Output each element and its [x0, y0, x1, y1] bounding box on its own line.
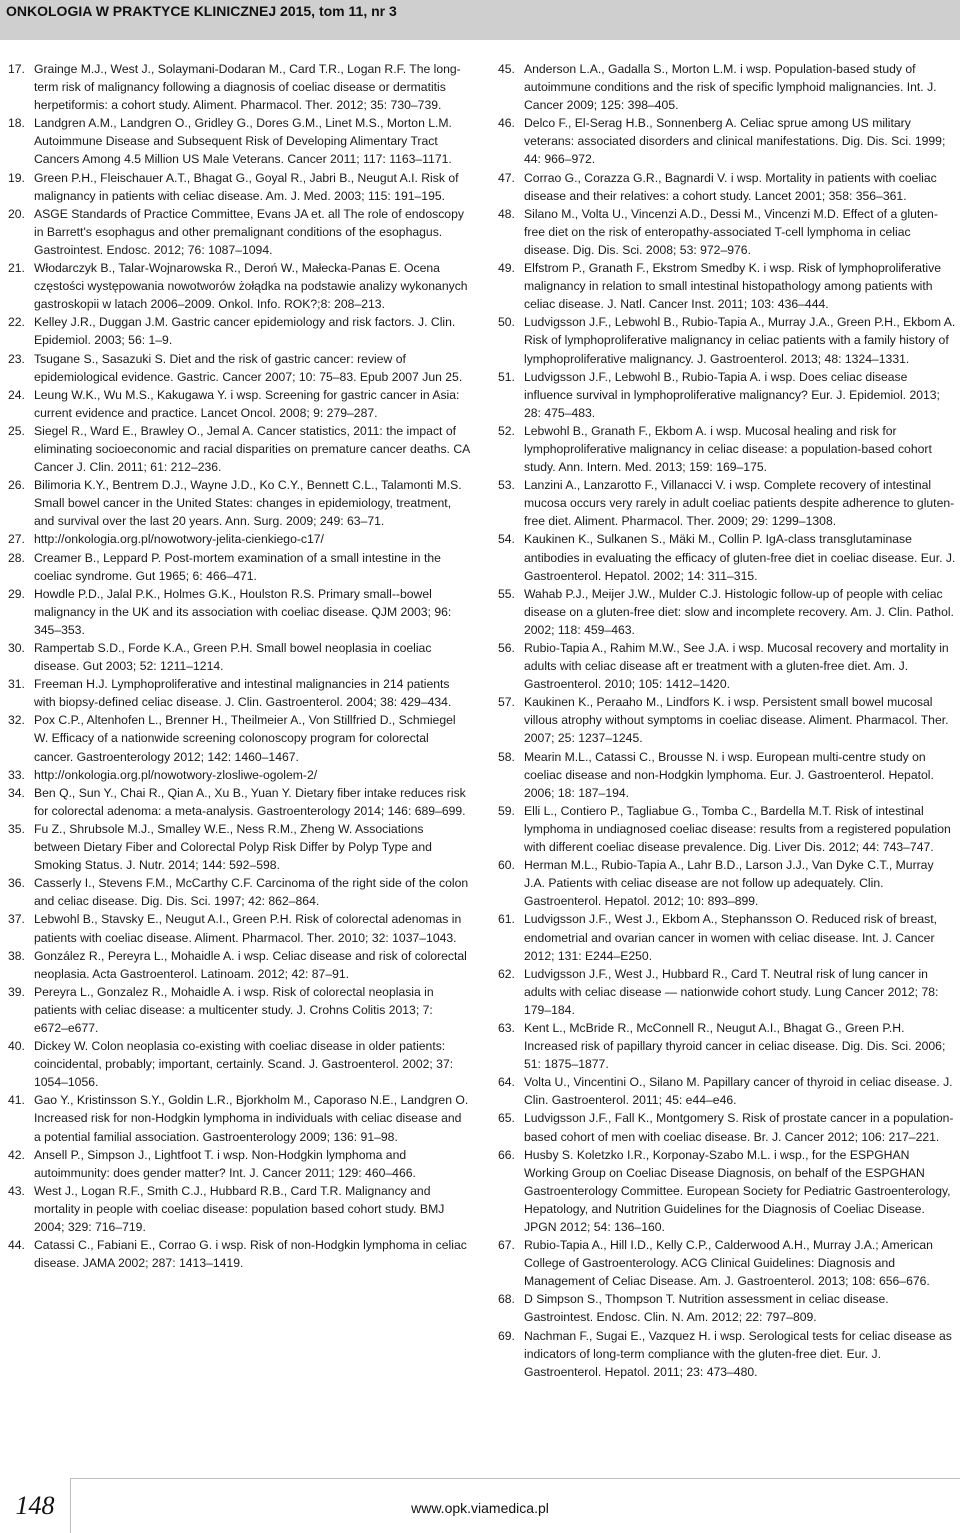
reference-number: 21.	[8, 261, 25, 276]
reference-text: Silano M., Volta U., Vincenzi A.D., Dessi M., Vincenzi M.D. Effect of a gluten-free diet on the risk of enteropathy-associated T-cell lymphoma in celiac disease. Dig. Dis. Sci. 2008; 53: 972–976.	[524, 206, 938, 257]
reference-text: Delco F., El-Serag H.B., Sonnenberg A. Celiac sprue among US military veterans: associated disorders and clinical manifestations. Dig. Dis. Sci. 1999; 44: 966–972.	[524, 116, 946, 167]
reference-number: 54.	[498, 532, 515, 547]
reference-item	[8, 874, 470, 910]
reference-text: Bilimoria K.Y., Bentrem D.J., Wayne J.D., Ko C.Y., Bennett C.L., Talamonti M.S. Small bowel cancer in the United States: changes in epidemiology, treatment, and survival over the last 20 years. Ann. Surg. 2009; 249: 63–71.	[34, 478, 462, 529]
reference-item	[8, 910, 470, 946]
reference-text: Rubio-Tapia A., Rahim M.W., See J.A. i wsp. Mucosal recovery and mortality in adults with celiac disease aft er treatment with a gluten-free diet. Am. J. Gastroenterol. 2010; 105: 1412–1420.	[524, 641, 949, 692]
reference-text: Kent L., McBride R., McConnell R., Neugut A.I., Bhagat G., Green P.H. Increased risk of papillary thyroid cancer in celiac disease. Dig. Dis. Sci. 2006; 51: 1875–1877.	[524, 1020, 946, 1072]
reference-number: 29.	[8, 586, 25, 601]
reference-number: 69.	[498, 1328, 515, 1343]
reference-number: 42.	[8, 1147, 25, 1162]
reference-text: Elfstrom P., Granath F., Ekstrom Smedby K. i wsp. Risk of lymphoproliferative malignancy in relation to small intestinal histopathology among patients with celiac disease. J. Natl. Cancer Inst. 2011; 103: 436–444.	[524, 261, 941, 312]
reference-number: 26.	[8, 478, 25, 493]
reference-item	[8, 1091, 470, 1145]
footer-divider	[70, 1478, 960, 1479]
reference-text: Kelley J.R., Duggan J.M. Gastric cancer epidemiology and risk factors. J. Clin. Epidemiol. 2003; 56: 1–9.	[34, 315, 456, 348]
reference-item	[498, 422, 956, 476]
reference-item	[498, 693, 956, 747]
reference-text: Lanzini A., Lanzarotto F., Villanacci V. i wsp. Complete recovery of intestinal mucosa occurs very rarely in adult coeliac patients despite adherence to gluten-free diet. Aliment. Pharmacol. Ther. 2009; 29: 1299–1308.	[524, 478, 955, 529]
reference-item	[498, 1109, 956, 1145]
reference-item	[498, 1019, 956, 1073]
reference-text: Rampertab S.D., Forde K.A., Green P.H. Small bowel neoplasia in coeliac disease. Gut 2003; 52: 1211–1214.	[34, 641, 432, 674]
reference-item	[498, 910, 956, 964]
reference-number: 56.	[498, 641, 515, 655]
reference-item	[498, 368, 956, 422]
reference-number: 47.	[498, 170, 515, 185]
reference-number: 48.	[498, 206, 515, 221]
reference-item	[8, 313, 470, 349]
reference-item	[8, 820, 470, 874]
reference-number: 39.	[8, 984, 25, 999]
reference-number: 51.	[498, 369, 515, 384]
reference-item	[8, 1236, 470, 1272]
reference-item	[8, 386, 470, 422]
reference-number: 37.	[8, 912, 25, 927]
reference-number: 32.	[8, 713, 25, 728]
reference-number: 66.	[498, 1147, 515, 1162]
reference-item	[498, 259, 956, 313]
reference-text: Dickey W. Colon neoplasia co-existing with coeliac disease in older patients: coincidental, probably; important, certainly. Scand. J. Gastroenterol. 2002; 37: 1054–1056.	[34, 1039, 454, 1090]
reference-number: 59.	[498, 803, 515, 818]
reference-text: Ansell P., Simpson J., Lightfoot T. i wsp. Non-Hodgkin lymphoma and autoimmunity: does gender matter? Int. J. Cancer 2011; 129: 460–466.	[34, 1147, 416, 1180]
reference-text: Howdle P.D., Jalal P.K., Holmes G.K., Houlston R.S. Primary small--bowel malignancy in the UK and its association with coeliac disease. QJM 2003; 96: 345–353.	[34, 586, 452, 637]
reference-text: Mearin M.L., Catassi C., Brousse N. i wsp. European multi-centre study on coeliac disease and non-Hodgkin lymphoma. Eur. J. Gastroenterol. Hepatol. 2006; 18: 187–194.	[524, 749, 934, 800]
references-right-column	[498, 60, 956, 1381]
reference-item	[498, 748, 956, 802]
reference-number: 18.	[8, 116, 25, 131]
reference-number: 49.	[498, 261, 515, 276]
reference-item	[8, 1146, 470, 1182]
journal-title: ONKOLOGIA W PRAKTYCE KLINICZNEJ 2015, tom 11, nr 3	[6, 3, 397, 19]
reference-item	[498, 530, 956, 584]
reference-text: Creamer B., Leppard P. Post-mortem examination of a small intestine in the coeliac syndrome. Gut 1965; 6: 466–471.	[34, 550, 441, 583]
reference-item	[8, 784, 470, 820]
reference-item	[498, 1146, 956, 1236]
reference-number: 68.	[498, 1292, 515, 1307]
reference-text: Grainge M.J., West J., Solaymani-Dodaran M., Card T.R., Logan R.F. The long-term risk of malignancy following a diagnosis of coeliac disease or dermatitis herpetiformis: a cohort study. Aliment. Pharmacol. Ther. 2012; 35: 730–739.	[34, 62, 461, 113]
reference-text: Volta U., Vincentini O., Silano M. Papillary cancer of thyroid in celiac disease. J. Clin. Gastroenterol. 2011; 45: e44–e46.	[524, 1075, 953, 1108]
reference-text: Ludvigsson J.F., Lebwohl B., Rubio-Tapia A., Murray J.A., Green P.H., Ekbom A. Risk of lymphoproliferative malignancy in celiac patients with a family history of lymphoproliferative malignancy. J. Gastroenterol. 2013; 48: 1324–1331.	[524, 315, 956, 366]
reference-number: 46.	[498, 116, 515, 131]
reference-number: 55.	[498, 586, 515, 601]
reference-text: Pereyra L., Gonzalez R., Mohaidle A. i wsp. Risk of colorectal neoplasia in patients with celiac disease: a multicenter study. J. Crohns Colitis 2013; 7: e672–e677.	[34, 984, 434, 1035]
reference-item	[8, 766, 470, 784]
reference-text: http://onkologia.org.pl/nowotwory-zlosliwe-ogolem-2/	[34, 767, 318, 782]
reference-number: 62.	[498, 966, 515, 981]
reference-text: Freeman H.J. Lymphoproliferative and intestinal malignancies in 214 patients with biopsy-defined celiac disease. J. Clin. Gastroenterol. 2004; 38: 429–434.	[34, 677, 452, 710]
reference-item	[498, 1073, 956, 1109]
page-number: 148	[0, 1478, 71, 1533]
reference-item	[8, 422, 470, 476]
reference-item	[498, 476, 956, 530]
reference-number: 44.	[8, 1238, 25, 1253]
reference-text: Włodarczyk B., Talar-Wojnarowska R., Deroń W., Małecka-Panas E. Ocena częstości występowania nowotworów żołądka na podstawie analizy wykonanych gastroskopii w latach 2006–2009. Onkol. Info. ROK?;8: 208–213.	[34, 261, 468, 312]
reference-number: 67.	[498, 1238, 515, 1253]
reference-text: Rubio-Tapia A., Hill I.D., Kelly C.P., Calderwood A.H., Murray J.A.; American College of Gastroenterology. ACG Clinical Guidelines: Diagnosis and Management of Celiac Disease. Am. J. Gastroenterol. 2013; 108: 656–676.	[524, 1238, 933, 1289]
reference-number: 45.	[498, 62, 515, 76]
reference-number: 57.	[498, 695, 515, 710]
reference-text: Ben Q., Sun Y., Chai R., Qian A., Xu B., Yuan Y. Dietary fiber intake reduces risk for colorectal adenoma: a meta-analysis. Gastroenterology 2014; 146: 689–699.	[34, 785, 466, 818]
reference-number: 23.	[8, 351, 25, 366]
reference-text: http://onkologia.org.pl/nowotwory-jelita-cienkiego-c17/	[34, 532, 324, 547]
reference-number: 64.	[498, 1075, 515, 1090]
reference-number: 36.	[8, 876, 25, 891]
reference-item	[8, 983, 470, 1037]
reference-text: Ludvigsson J.F., West J., Ekbom A., Stephansson O. Reduced risk of breast, endometrial and ovarian cancer in women with celiac disease. Int. J. Cancer 2012; 131: E244–E250.	[524, 912, 937, 963]
reference-item	[498, 1290, 956, 1326]
reference-text: Pox C.P., Altenhofen L., Brenner H., Theilmeier A., Von Stillfried D., Schmiegel W. Efficacy of a nationwide screening colonoscopy program for colorectal cancer. Gastroenterology 2012; 142: 1460–1467.	[34, 713, 456, 764]
reference-item	[8, 259, 470, 313]
reference-number: 52.	[498, 423, 515, 438]
reference-text: Nachman F., Sugai E., Vazquez H. i wsp. Serological tests for celiac disease as indicators of long-term compliance with the gluten-free diet. Eur. J. Gastroenterol. Hepatol. 2011; 23: 473–480.	[524, 1328, 952, 1379]
reference-item	[8, 549, 470, 585]
reference-number: 53.	[498, 478, 515, 493]
reference-number: 41.	[8, 1093, 25, 1108]
reference-text: Gao Y., Kristinsson S.Y., Goldin L.R., Bjorkholm M., Caporaso N.E., Landgren O. Increased risk for non-Hodgkin lymphoma in individuals with celiac disease and a potential familial association. Gastroenterology 2009; 136: 91–98.	[34, 1093, 469, 1144]
reference-item	[498, 169, 956, 205]
reference-text: Fu Z., Shrubsole M.J., Smalley W.E., Ness R.M., Zheng W. Associations between Dietary Fiber and Colorectal Polyp Risk Differ by Polyp Type and Smoking Status. J. Nutr. 2014; 144: 592–598.	[34, 821, 432, 873]
reference-text: Catassi C., Fabiani E., Corrao G. i wsp. Risk of non-Hodgkin lymphoma in celiac disease. JAMA 2002; 287: 1413–1419.	[34, 1238, 467, 1271]
reference-number: 27.	[8, 532, 25, 547]
reference-number: 34.	[8, 785, 25, 800]
reference-item	[498, 114, 956, 168]
reference-text: ASGE Standards of Practice Committee, Evans JA et. all The role of endoscopy in Barrett's esophagus and other premalignant conditions of the esophagus. Gastrointest. Endosc. 2012; 76: 1087–1094.	[34, 206, 464, 257]
reference-item	[498, 585, 956, 639]
reference-item	[8, 60, 470, 114]
reference-item	[498, 965, 956, 1019]
reference-number: 25.	[8, 423, 25, 438]
reference-number: 20.	[8, 206, 25, 221]
reference-text: Wahab P.J., Meijer J.W., Mulder C.J. Histologic follow-up of people with celiac disease on a gluten-free diet: slow and incomplete recovery. Am. J. Clin. Pathol. 2002; 118: 459–463.	[524, 586, 954, 637]
reference-item	[498, 856, 956, 910]
reference-item	[8, 205, 470, 259]
reference-number: 17.	[8, 62, 25, 76]
reference-text: Anderson L.A., Gadalla S., Morton L.M. i wsp. Population-based study of autoimmune conditions and the risk of specific lymphoid malignancies. Int. J. Cancer 2009; 125: 398–405.	[524, 62, 937, 113]
reference-text: Ludvigsson J.F., Lebwohl B., Rubio-Tapia A. i wsp. Does celiac disease influence survival in lymphoproliferative malignancy? Eur. J. Epidemiol. 2013; 28: 475–483.	[524, 369, 940, 420]
reference-text: Husby S. Koletzko I.R., Korponay-Szabo M.L. i wsp., for the ESPGHAN Working Group on Coeliac Disease Diagnosis, on behalf of the ESPGHAN Gastroenterology Committee. European Society for Pediatric Gastroenterology, Hepatology, and Nutrition Guidelines for the Diagnosis of Coeliac Disease. JPGN 2012; 54: 136–160.	[524, 1147, 951, 1234]
reference-number: 65.	[498, 1111, 515, 1126]
reference-number: 63.	[498, 1020, 515, 1035]
reference-number: 28.	[8, 550, 25, 565]
reference-item	[498, 639, 956, 693]
reference-text: González R., Pereyra L., Mohaidle A. i wsp. Celiac disease and risk of colorectal neoplasia. Acta Gastroenterol. Latinoam. 2012; 42: 87–91.	[34, 948, 467, 981]
reference-text: Leung W.K., Wu M.S., Kakugawa Y. i wsp. Screening for gastric cancer in Asia: current evidence and practice. Lancet Oncol. 2008; 9: 279–287.	[34, 387, 460, 420]
reference-text: Landgren A.M., Landgren O., Gridley G., Dores G.M., Linet M.S., Morton L.M. Autoimmune Disease and Subsequent Risk of Developing Alimentary Tract Cancers Among 4.5 Million US Male Veterans. Cancer 2011; 117: 1163–1171.	[34, 116, 452, 167]
reference-item	[8, 1037, 470, 1091]
journal-header	[0, 0, 960, 40]
reference-item	[498, 313, 956, 367]
reference-item	[8, 350, 470, 386]
reference-text: Green P.H., Fleischauer A.T., Bhagat G., Goyal R., Jabri B., Neugut A.I. Risk of malignancy in patients with celiac disease. Am. J. Med. 2003; 115: 191–195.	[34, 170, 459, 203]
reference-number: 50.	[498, 315, 515, 330]
reference-item	[498, 60, 956, 114]
reference-text: Tsugane S., Sasazuki S. Diet and the risk of gastric cancer: review of epidemiological evidence. Gastric. Cancer 2007; 10: 75–83. Epub 2007 Jun 25.	[34, 351, 463, 384]
reference-text: Kaukinen K., Sulkanen S., Mäki M., Collin P. IgA-class transglutaminase antibodies in evaluating the efficacy of gluten-free diet in coeliac disease. Eur. J. Gastroenterol. Hepatol. 2002; 14: 311–315.	[524, 532, 956, 583]
reference-text: D Simpson S., Thompson T. Nutrition assessment in celiac disease. Gastrointest. Endosc. Clin. N. Am. 2012; 22: 797–809.	[524, 1292, 889, 1325]
reference-item	[8, 530, 470, 548]
reference-text: Ludvigsson J.F., Fall K., Montgomery S. Risk of prostate cancer in a population-based cohort of men with coeliac disease. Br. J. Cancer 2012; 106: 217–221.	[524, 1111, 954, 1144]
reference-item	[8, 585, 470, 639]
reference-item	[8, 169, 470, 205]
reference-text: Casserly I., Stevens F.M., McCarthy C.F. Carcinoma of the right side of the colon and celiac disease. Dig. Dis. Sci. 1997; 42: 862–864.	[34, 876, 469, 909]
reference-item	[8, 675, 470, 711]
reference-number: 33.	[8, 767, 25, 782]
reference-number: 38.	[8, 948, 25, 963]
reference-number: 35.	[8, 821, 25, 836]
reference-text: Herman M.L., Rubio-Tapia A., Lahr B.D., Larson J.J., Van Dyke C.T., Murray J.A. Patients with celiac disease are not follow up adequately. Clin. Gastroenterol. Hepatol. 2012; 10: 893–899.	[524, 858, 934, 909]
references-left-column	[8, 60, 470, 1272]
reference-text: West J., Logan R.F., Smith C.J., Hubbard R.B., Card T.R. Malignancy and mortality in people with coeliac disease: population based cohort study. BMJ 2004; 329: 716–719.	[34, 1183, 445, 1234]
reference-text: Siegel R., Ward E., Brawley O., Jemal A. Cancer statistics, 2011: the impact of eliminating socioeconomic and racial disparities on premature cancer deaths. CA Cancer J. Clin. 2011; 61: 212–236.	[34, 423, 470, 475]
reference-text: Corrao G., Corazza G.R., Bagnardi V. i wsp. Mortality in patients with coeliac disease and their relatives: a cohort study. Lancet 2001; 358: 356–361.	[524, 170, 937, 203]
reference-item	[498, 205, 956, 259]
reference-item	[498, 802, 956, 856]
reference-number: 24.	[8, 387, 25, 402]
reference-text: Elli L., Contiero P., Tagliabue G., Tomba C., Bardella M.T. Risk of intestinal lymphoma in undiagnosed coeliac disease: results from a registered population with different coeliac disease prevalence. Dig. Liver Dis. 2012; 44: 743–747.	[524, 803, 951, 855]
reference-text: Lebwohl B., Granath F., Ekbom A. i wsp. Mucosal healing and risk for lymphoproliferative malignancy in celiac disease: a population-based cohort study. Ann. Intern. Med. 2013; 159: 169–175.	[524, 423, 932, 475]
reference-number: 58.	[498, 749, 515, 764]
reference-item	[498, 1327, 956, 1381]
reference-number: 19.	[8, 170, 25, 185]
reference-number: 60.	[498, 858, 515, 873]
reference-number: 43.	[8, 1183, 25, 1198]
reference-text: Ludvigsson J.F., West J., Hubbard R., Card T. Neutral risk of lung cancer in adults with celiac disease — nationwide cohort study. Lung Cancer 2012; 78: 179–184.	[524, 966, 939, 1017]
reference-text: Lebwohl B., Stavsky E., Neugut A.I., Green P.H. Risk of colorectal adenomas in patients with coeliac disease. Aliment. Pharmacol. Ther. 2010; 32: 1037–1043.	[34, 912, 462, 945]
reference-number: 31.	[8, 677, 25, 692]
reference-number: 22.	[8, 315, 25, 330]
reference-item	[8, 711, 470, 765]
reference-number: 30.	[8, 641, 25, 655]
reference-item	[498, 1236, 956, 1290]
reference-item	[8, 1182, 470, 1236]
reference-item	[8, 114, 470, 168]
reference-number: 40.	[8, 1039, 25, 1054]
website-link[interactable]: www.opk.viamedica.pl	[411, 1500, 549, 1516]
reference-text: Kaukinen K., Peraaho M., Lindfors K. i wsp. Persistent small bowel mucosal villous atrophy without symptoms in coeliac disease. Aliment. Pharmacol. Ther. 2007; 25: 1237–1245.	[524, 695, 949, 746]
reference-item	[8, 947, 470, 983]
reference-item	[8, 639, 470, 675]
reference-number: 61.	[498, 912, 515, 927]
reference-item	[8, 476, 470, 530]
